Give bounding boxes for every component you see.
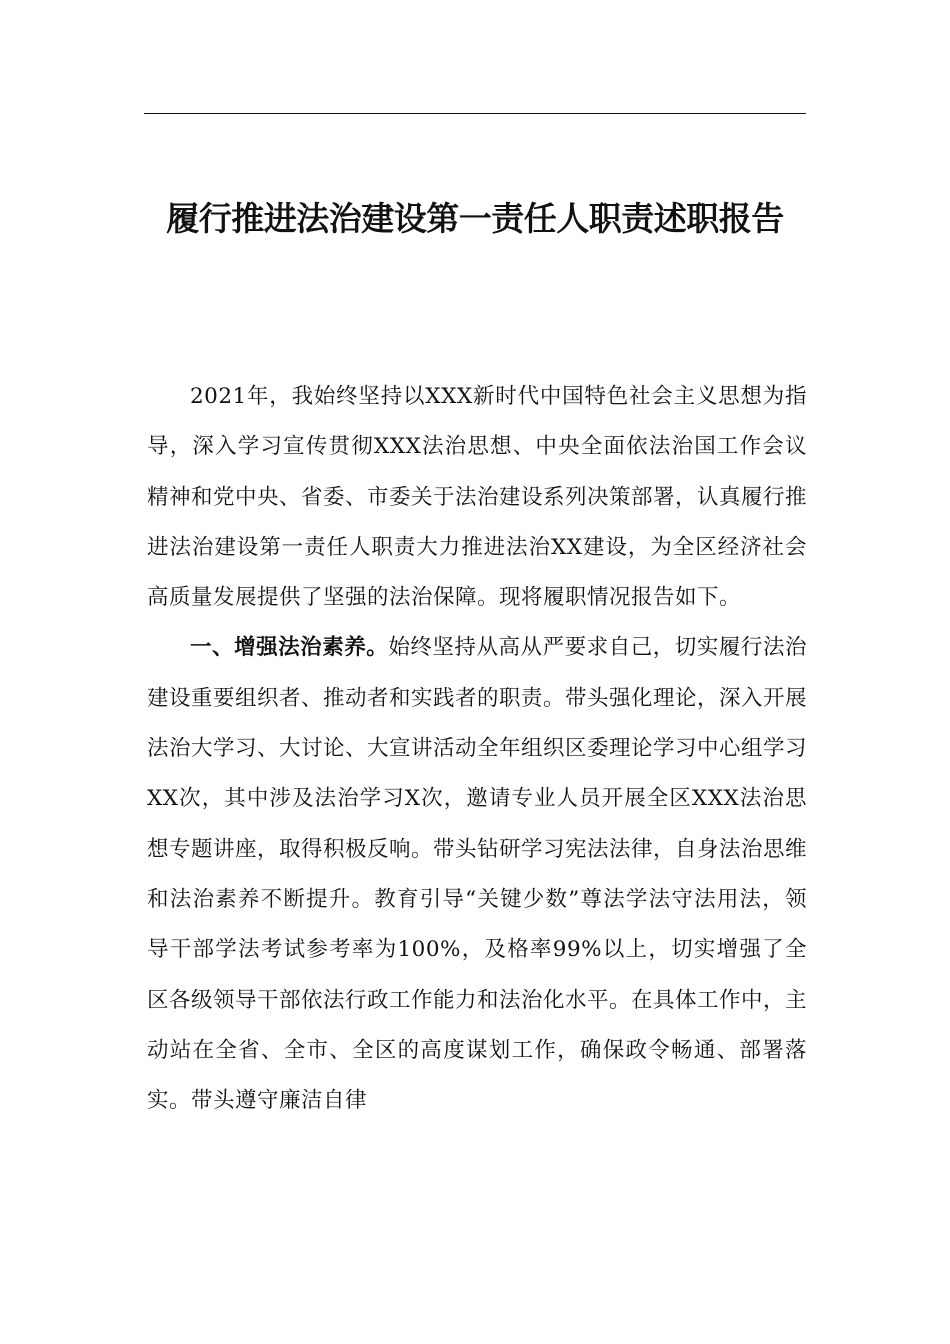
section-1-heading: 一、增强法治素养。 [190, 635, 389, 661]
paragraph-section-1-text: 始终坚持从高从严要求自己，切实履行法治建设重要组织者、推动者和实践者的职责。带头强化理论，深入开展法治大学习、大讨论、大宣讲活动全年组织区委理论学习中心组学习XX次，其中涉及法治学习X次，邀请专业人员开展全区XXX法治思想专题讲座，取得积极反响。带头钻研学习宪法法律，自身法治思维和法治素养不断提升。教育引导“关键少数”尊法学法守法用法，领导干部学法考试参考率为100%，及格率99%以上，切实增强了全区各级领导干部依法行政工作能力和法治化水平。在具体工作中，主动站在全省、全市、全区的高度谋划工作，确保政令畅通、部署落实。带头遵守廉洁自律 [147, 635, 808, 1114]
paragraph-section-1 [147, 623, 807, 1126]
document-title: 履行推进法治建设第一责任人职责述职报告 [166, 199, 784, 238]
header-rule [144, 113, 806, 114]
paragraph-intro [147, 372, 807, 623]
paragraph-intro-text: 2021年，我始终坚持以XXX新时代中国特色社会主义思想为指导，深入学习宣传贯彻XXX法治思想、中央全面依法治国工作会议精神和党中央、省委、市委关于法治建设系列决策部署，认真履行推进法治建设第一责任人职责大力推进法治XX建设，为全区经济社会高质量发展提供了坚强的法治保障。现将履职情况报告如下。 [147, 384, 808, 611]
document-body [147, 372, 807, 1126]
